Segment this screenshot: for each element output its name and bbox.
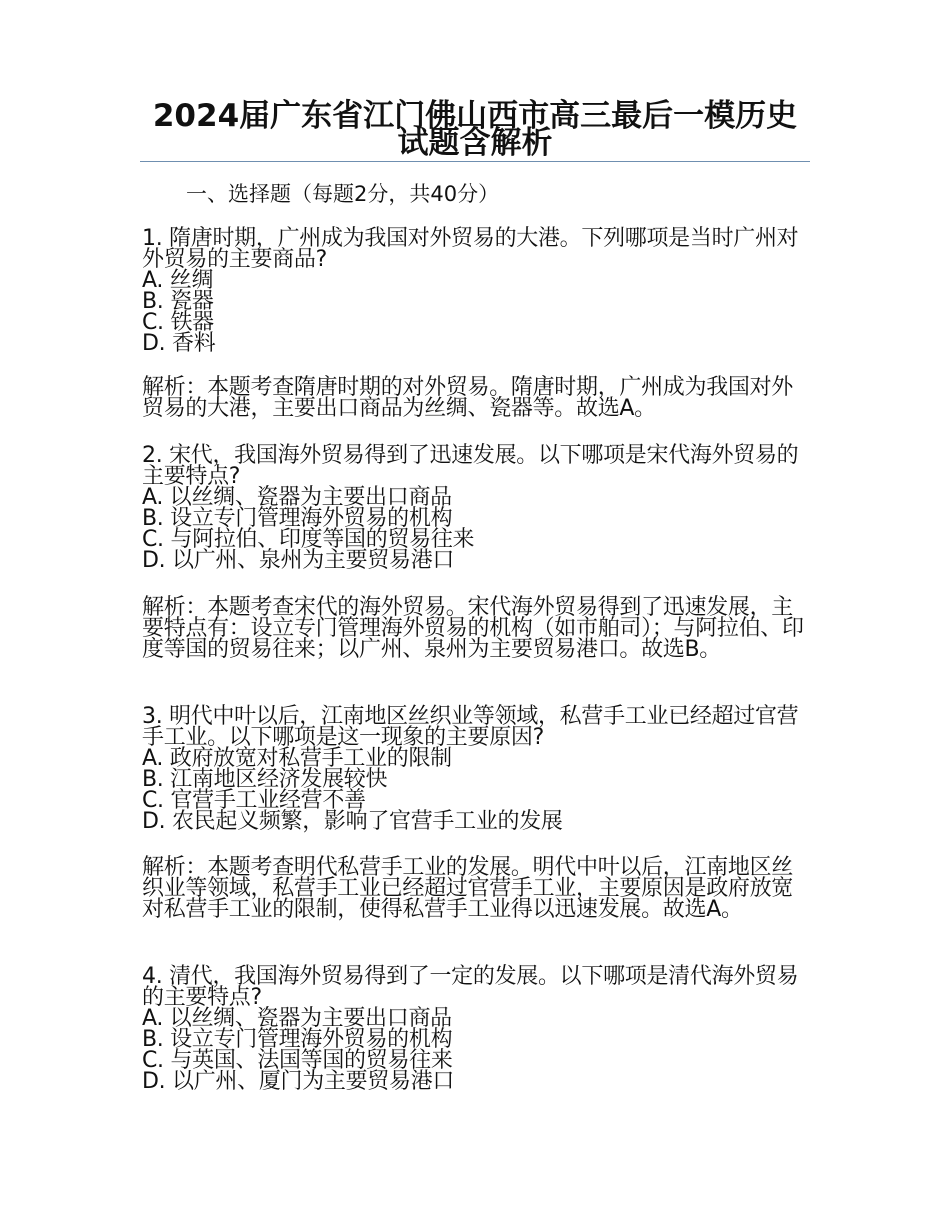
question-4-stem: 4. 清代，我国海外贸易得到了一定的发展。以下哪项是清代海外贸易的主要特点?: [142, 964, 799, 1010]
question-3-option-c: C. 官营手工业经营不善: [142, 788, 366, 813]
question-3-analysis: 解析：本题考查明代私营手工业的发展。明代中叶以后，江南地区丝织业等领域，私营手工业已经超过官营手工业，主要原因是政府放宽对私营手工业的限制，使得私营手工业得以迅速发展。故选A。: [142, 855, 794, 922]
question-2-option-d: D. 以广州、泉州为主要贸易港口: [142, 548, 455, 573]
question-4: [142, 966, 814, 1092]
question-4-option-b: B. 设立专门管理海外贸易的机构: [142, 1027, 453, 1052]
question-4-option-c: C. 与英国、法国等国的贸易往来: [142, 1048, 453, 1073]
question-2: [142, 445, 814, 571]
question-1-option-a: A. 丝绸: [142, 268, 214, 293]
question-1-option-d: D. 香料: [142, 331, 216, 356]
question-3-option-d: D. 农民起义频繁，影响了官营手工业的发展: [142, 809, 563, 834]
question-2-option-c: C. 与阿拉伯、印度等国的贸易往来: [142, 527, 475, 552]
question-1: [142, 228, 814, 354]
section-heading: 一、选择题（每题2分，共40分）: [186, 182, 500, 206]
question-3-option-b: B. 江南地区经济发展较快: [142, 767, 388, 792]
question-2-stem: 2. 宋代，我国海外贸易得到了迅速发展。以下哪项是宋代海外贸易的主要特点?: [142, 443, 799, 489]
question-1-option-b: B. 瓷器: [142, 289, 214, 314]
document-title: 2024届广东省江门佛山西市高三最后一模历史试题含解析: [152, 98, 798, 161]
question-2-analysis: 解析：本题考查宋代的海外贸易。宋代海外贸易得到了迅速发展，主要特点有：设立专门管理海外贸易的机构（如市舶司）；与阿拉伯、印度等国的贸易往来；以广州、泉州为主要贸易港口。故选B。: [142, 595, 804, 662]
question-2-option-a: A. 以丝绸、瓷器为主要出口商品: [142, 485, 452, 510]
title-underline: [140, 161, 810, 162]
question-3: [142, 706, 814, 832]
question-3-option-a: A. 政府放宽对私营手工业的限制: [142, 746, 452, 771]
question-4-option-a: A. 以丝绸、瓷器为主要出口商品: [142, 1006, 452, 1031]
question-1-option-c: C. 铁器: [142, 310, 214, 335]
question-4-option-d: D. 以广州、厦门为主要贸易港口: [142, 1069, 455, 1094]
question-2-option-b: B. 设立专门管理海外贸易的机构: [142, 506, 453, 531]
question-3-stem: 3. 明代中叶以后，江南地区丝织业等领域，私营手工业已经超过官营手工业。以下哪项是这一现象的主要原因?: [142, 704, 799, 750]
question-1-stem: 1. 隋唐时期，广州成为我国对外贸易的大港。下列哪项是当时广州对外贸易的主要商品?: [142, 226, 799, 272]
question-1-analysis: 解析：本题考查隋唐时期的对外贸易。隋唐时期，广州成为我国对外贸易的大港，主要出口商品为丝绸、瓷器等。故选A。: [142, 375, 794, 421]
